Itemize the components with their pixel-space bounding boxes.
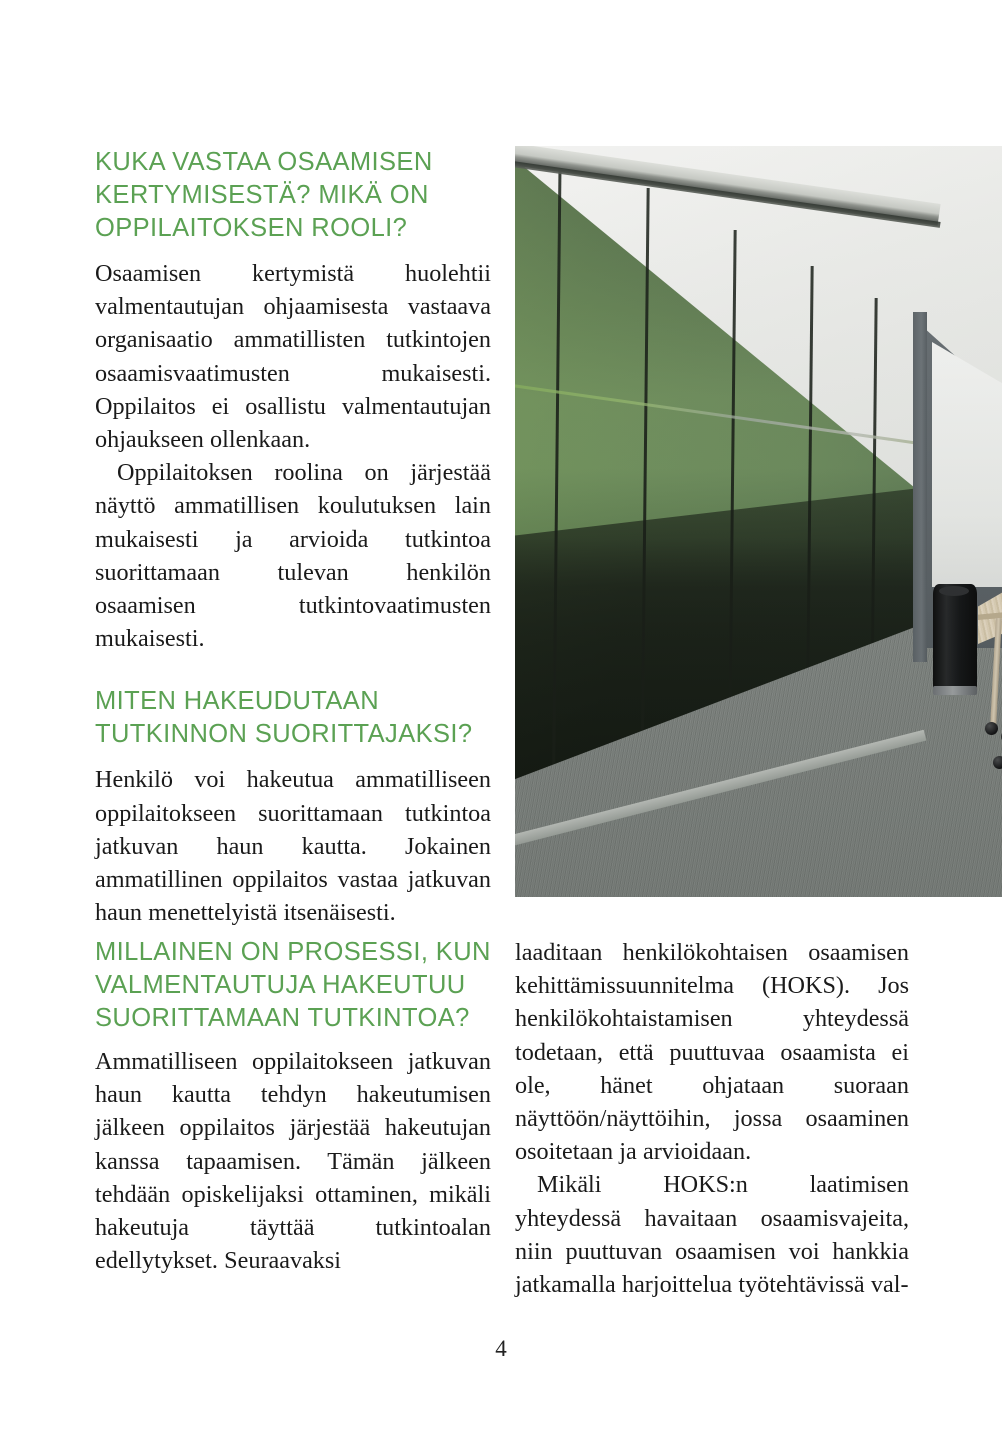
page-number: 4 [495,1336,507,1361]
left-column-top [95,146,491,929]
paragraph-left-1: Osaamisen kertymistä huolehtii valmentautujan ohjaamisesta vastaava organisaatio ammatillisten tutkintojen osaamisvaatimusten mukaisesti. Oppilaitos ei osallistu valmentautujan ohjaukseen ollenkaan. [95,260,491,454]
section-heading-3: MILLAINEN ON PROSESSI, KUN VALMENTAUTUJA HAKEUTUU SUORITTAMAAN TUTKINTOA? [95,938,491,1032]
left-column-bottom [95,936,491,1277]
section-heading-1: KUKA VASTAA OSAAMISEN KERTYMISESTÄ? MIKÄ ON OPPILAITOKSEN ROOLI? [95,148,433,242]
interior-photo [515,146,1002,897]
photo-waste-bin-base [933,686,977,695]
section-heading-2: MITEN HAKEUDUTAAN TUTKINNON SUORITTAJAKSI? [95,687,473,749]
right-column-bottom [515,936,909,1301]
photo-whiteboard [932,342,1002,587]
photo-content [515,146,1002,897]
photo-gray-post [913,312,927,662]
paragraph-left-3: Henkilö voi hakeutua ammatilliseen oppilaitokseen suorittamaan tutkintoa jatkuvan haun kautta. Jokainen ammatillinen oppilaitos vastaa jatkuvan haun menettelyistä itsenäisesti. [95,766,491,927]
heading-spacer-1 [95,655,491,685]
paragraph-left-2: Oppilaitoksen roolina on järjestää näyttö ammatillisen koulutuksen lain mukaisesti ja arvioida tutkintoa suorittamaan tulevan henkilön osaamisen tutkintovaatimusten mukaisesti. [95,459,491,653]
paragraph-left-4: Ammatilliseen oppilaitokseen jatkuvan haun kautta tehdyn hakeutumisen jälkeen oppilaitos järjestää hakeutujan kanssa tapaamisen. Tämän jälkeen tehdään opiskelijaksi ottaminen, mikäli hakeutuja täyttää tutkintoalan edellytykset. Seuraavaksi [95,1048,491,1275]
photo-table-caster [993,756,1002,769]
photo-waste-bin-lid [939,586,969,596]
lower-region [0,900,1002,1320]
paragraph-right-1: laaditaan henkilökohtaisen osaamisen kehittämissuunnitelma (HOKS). Jos henkilökohtaistamisen yhteydessä todetaan, että puuttuvaa osaamista ei ole, hänet ohjataan suoraan näyttöön/näyttöihin, jossa osaaminen osoitetaan ja arvioidaan. [515,939,909,1166]
photo-waste-bin [933,584,977,694]
paragraph-right-2: Mikäli HOKS:n laatimisen yhteydessä havaitaan osaamisvajeita, niin puuttuvan osaamisen voi hankkia jatkamalla harjoittelua työtehtävissä val- [515,1171,909,1299]
photo-table-caster [985,722,998,735]
